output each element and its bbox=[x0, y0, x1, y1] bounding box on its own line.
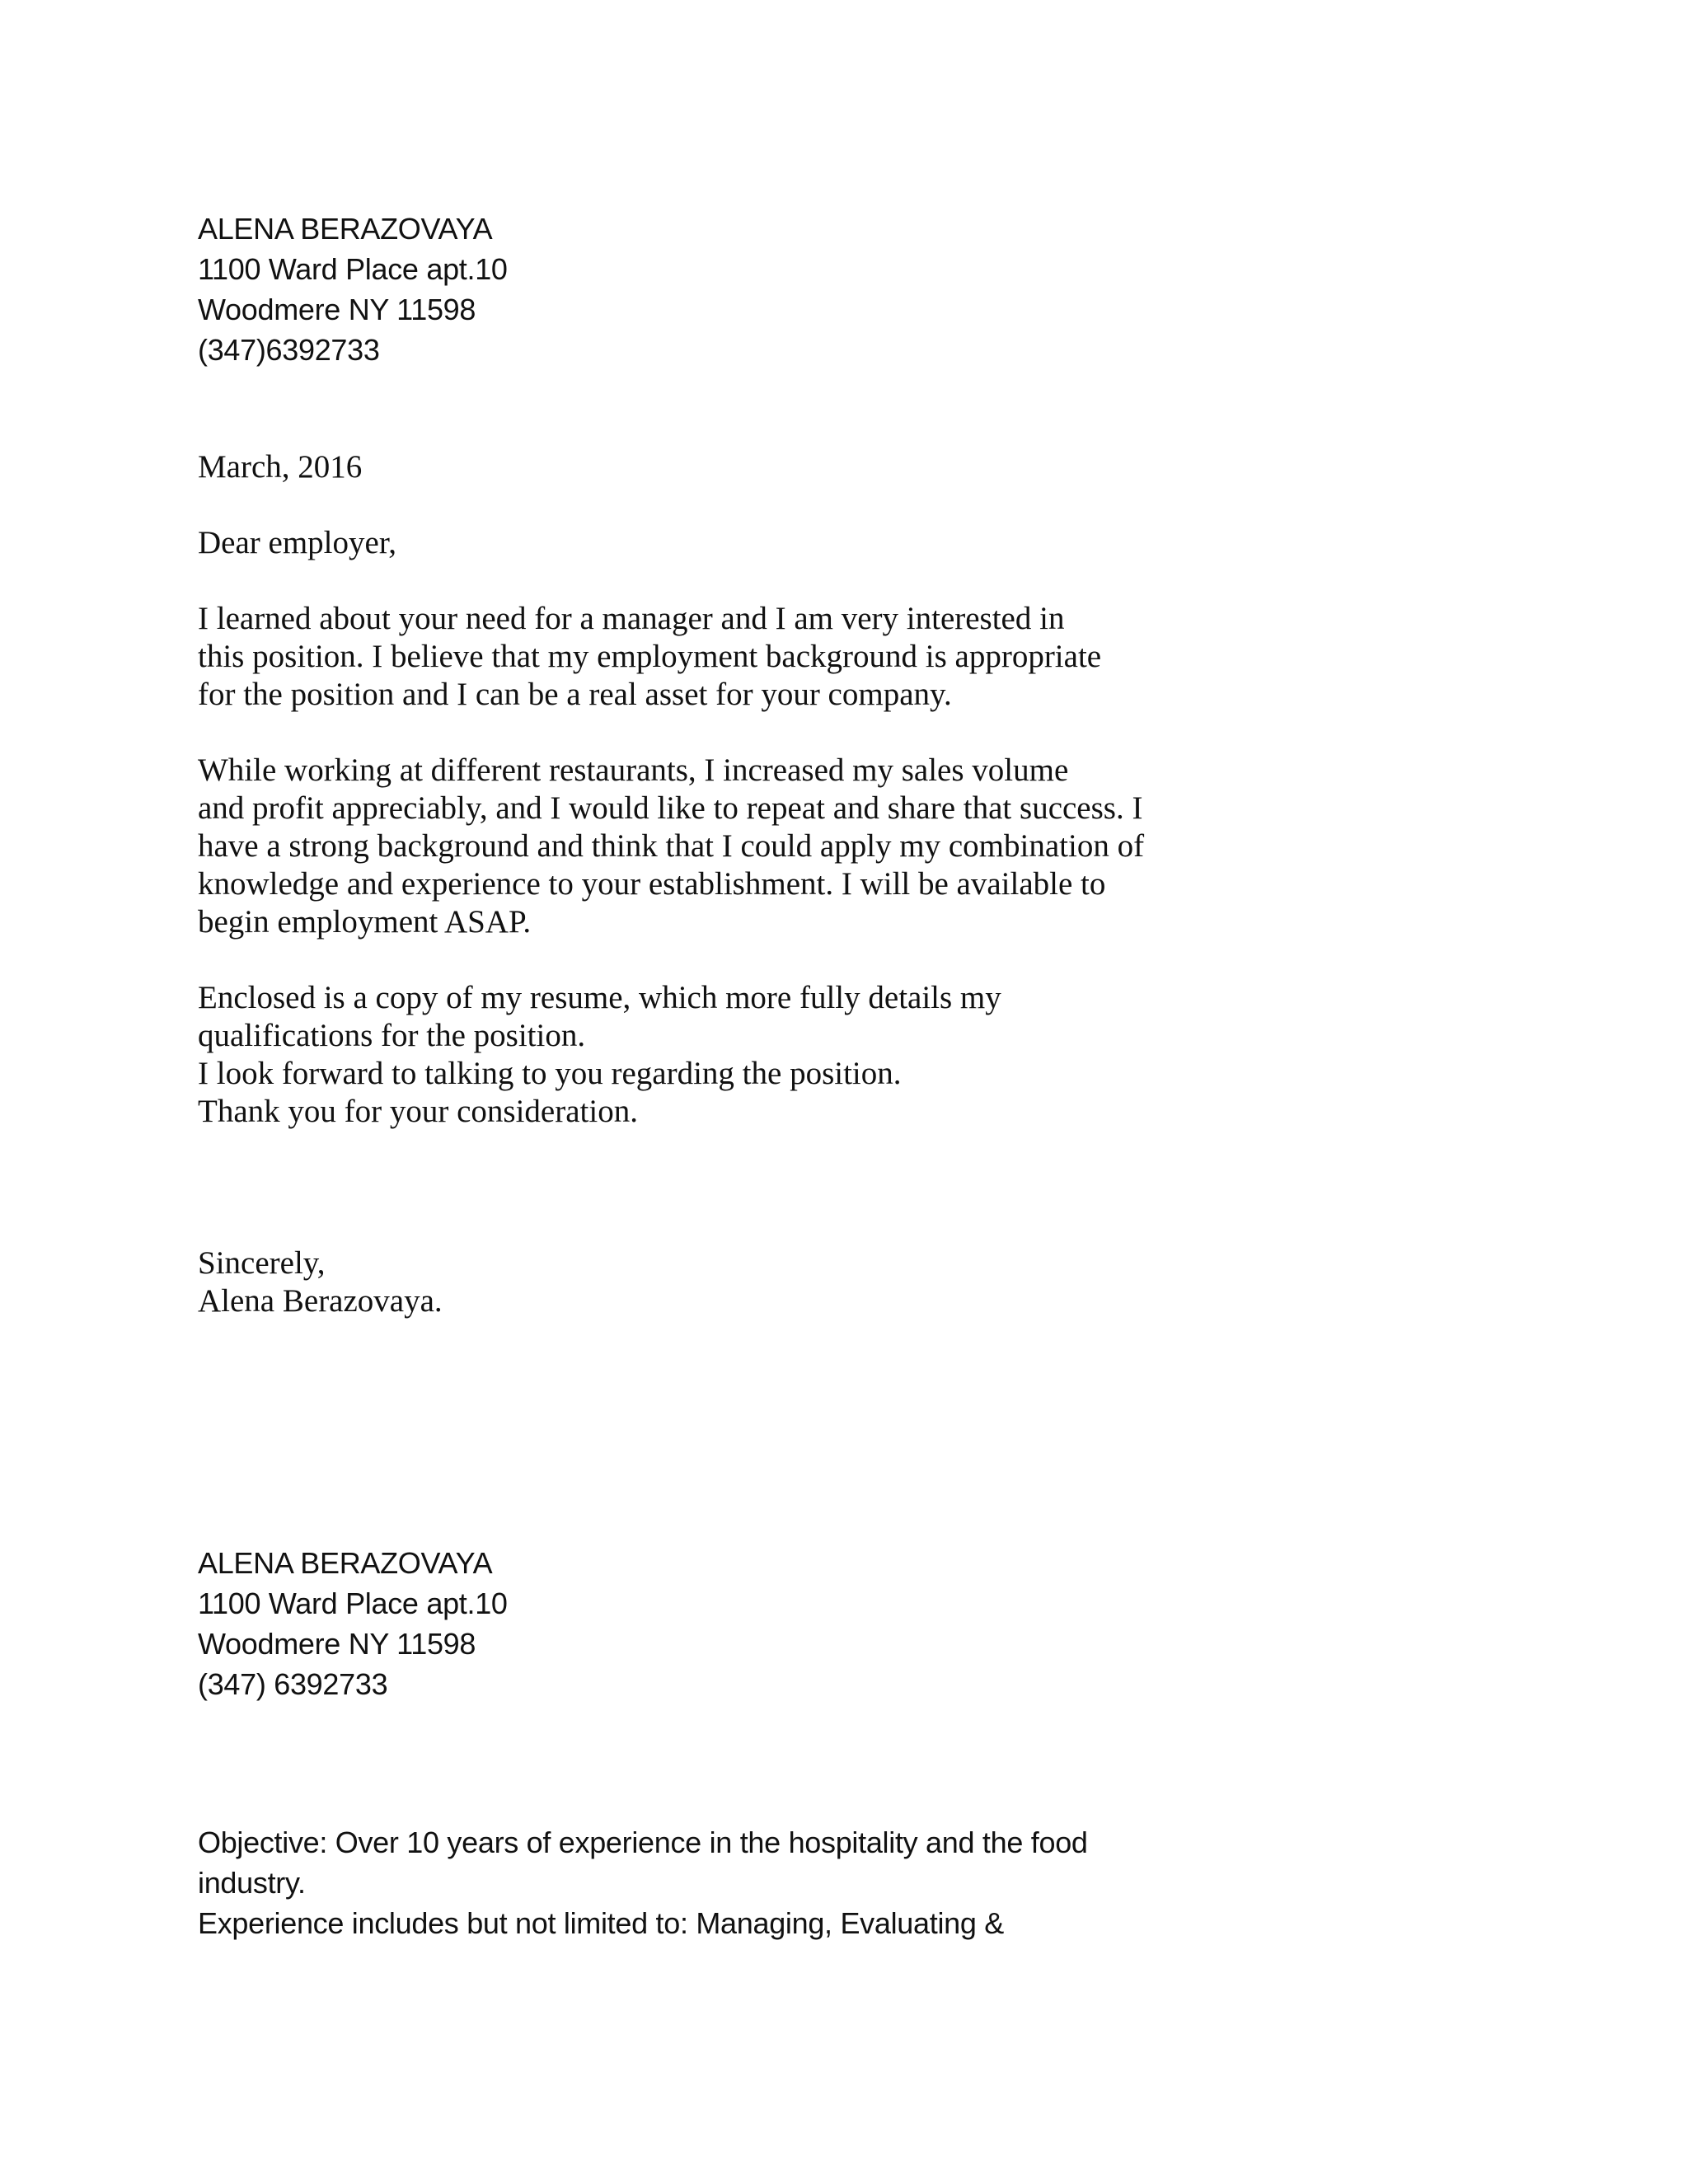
phone-number: (347) 6392733 bbox=[198, 1667, 388, 1701]
objective-line: Objective: Over 10 years of experience in the hospitality and the food bbox=[198, 1825, 1088, 1859]
letter-paragraph-2 bbox=[198, 752, 1144, 941]
salutation-text: Dear employer, bbox=[198, 525, 396, 560]
cover-letter-header bbox=[198, 209, 508, 370]
applicant-name: ALENA BERAZOVAYA bbox=[198, 212, 493, 246]
paragraph-line: begin employment ASAP. bbox=[198, 904, 532, 940]
signature-text: Alena Berazovaya. bbox=[198, 1283, 443, 1319]
address-line-2: Woodmere NY 11598 bbox=[198, 1627, 476, 1661]
paragraph-line: qualifications for the position. bbox=[198, 1018, 586, 1053]
phone-number: (347)6392733 bbox=[198, 333, 380, 367]
address-line-1: 1100 Ward Place apt.10 bbox=[198, 252, 508, 286]
paragraph-line: for the position and I can be a real asset for your company. bbox=[198, 677, 952, 712]
address-line-2: Woodmere NY 11598 bbox=[198, 293, 476, 326]
paragraph-line: and profit appreciably, and I would like to repeat and share that success. I bbox=[198, 790, 1143, 826]
paragraph-line: While working at different restaurants, I increased my sales volume bbox=[198, 752, 1069, 788]
salutation bbox=[198, 524, 396, 562]
paragraph-line: I look forward to talking to you regarding the position. bbox=[198, 1056, 902, 1091]
objective-line: industry. bbox=[198, 1866, 306, 1900]
closing-text: Sincerely, bbox=[198, 1245, 326, 1281]
resume-header bbox=[198, 1543, 508, 1704]
applicant-name: ALENA BERAZOVAYA bbox=[198, 1546, 493, 1580]
address-line-1: 1100 Ward Place apt.10 bbox=[198, 1586, 508, 1620]
date-text: March, 2016 bbox=[198, 449, 363, 485]
letter-date bbox=[198, 448, 362, 486]
letter-closing bbox=[198, 1244, 443, 1320]
paragraph-line: knowledge and experience to your establishment. I will be available to bbox=[198, 866, 1106, 902]
letter-paragraph-1 bbox=[198, 600, 1101, 714]
paragraph-line: Enclosed is a copy of my resume, which more fully details my bbox=[198, 980, 1001, 1015]
paragraph-line: this position. I believe that my employment background is appropriate bbox=[198, 639, 1102, 674]
objective-line: Experience includes but not limited to: Managing, Evaluating & bbox=[198, 1906, 1004, 1940]
resume-objective bbox=[198, 1822, 1088, 1943]
paragraph-line: have a strong background and think that I could apply my combination of bbox=[198, 828, 1145, 864]
paragraph-line: Thank you for your consideration. bbox=[198, 1094, 638, 1129]
paragraph-line: I learned about your need for a manager and I am very interested in bbox=[198, 601, 1065, 636]
letter-paragraph-3 bbox=[198, 979, 1001, 1131]
